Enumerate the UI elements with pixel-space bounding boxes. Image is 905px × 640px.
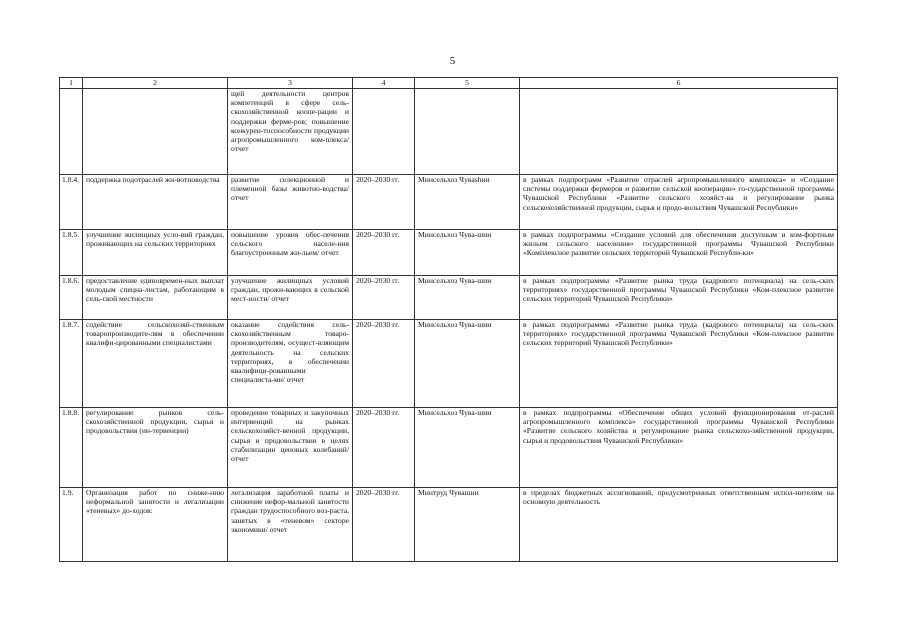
result-cell: проведение товарных и закупочных интервенций на рынках сельскохозяйст-венной продукции, сырья и продовольствия в целях стабилизации ценовых колебаний/ отчет (228, 408, 353, 488)
table-row (60, 276, 838, 320)
task-cell: содействие сельскохозяй-ственным товаропроизводите-лям в обеспечении квалифи-цированными специалистами (83, 320, 228, 408)
task-cell: улучшение жилищных усло-вий граждан, проживающих на сельских территориях (83, 230, 228, 276)
column-number-row (60, 78, 838, 89)
executor-cell: Минсельхоз Чува-шии (415, 230, 520, 276)
period-cell: 2020–2030 гг. (353, 488, 415, 562)
column-number: 4 (353, 78, 415, 89)
column-number: 3 (228, 78, 353, 89)
period-cell: 2020–2030 гг. (353, 408, 415, 488)
item-number: 1.8.6. (60, 276, 83, 320)
note-cell: в рамках подпрограммы «Создание условий для обеспечения доступным и ком-фортным жильем сельского населения» государственной программы Чувашской Республики «Комплексное развитие сельских территорий Чувашской Республи-ки» (520, 230, 838, 276)
column-number: 2 (83, 78, 228, 89)
column-number: 5 (415, 78, 520, 89)
result-cell: щей деятельности центров компетенций в сфере сель-скохозяйственной коопе-рации и поддержки ферме-ров; повышение конкурен-тоспособности продукции агропромышленного ком-плекса/ отчет (228, 89, 353, 175)
column-number: 1 (60, 78, 83, 89)
task-cell: Организация работ по сниже-нию неформальной занятости и легализации «теневых» до-ходов: (83, 488, 228, 562)
table-row (60, 89, 838, 175)
executor-cell: Минсельхоз Чува-шии (415, 276, 520, 320)
result-cell: легализация заработной платы и снижение нефор-мальной занятости граждан трудоспособного воз-раста, занятых в «теневом» секторе экономики/ отчет (228, 488, 353, 562)
note-cell (520, 89, 838, 175)
item-number: 1.9. (60, 488, 83, 562)
item-number: 1.8.7. (60, 320, 83, 408)
table-row (60, 488, 838, 562)
table-row (60, 320, 838, 408)
executor-cell (415, 89, 520, 175)
note-cell: в рамках подпрограмм «Развитие отраслей агропромышленного комплекса» и «Создание системы поддержки фермеров и развитие сельской кооперации» го-сударственной программы Чувашской Республики «Развитие сельского хозяйст-ва и регулирование рынка сельскохозяйственной продукции, сырья и продо-вольствия Чувашской Республики» (520, 175, 838, 230)
item-number: 1.8.8. (60, 408, 83, 488)
task-cell: поддержка подотраслей жи-вотноводства (83, 175, 228, 230)
table-row (60, 408, 838, 488)
column-number: 6 (520, 78, 838, 89)
period-cell (353, 89, 415, 175)
note-cell: в рамках подпрограммы «Развитие рынка труда (кадрового потенциала) на сель-ских территориях» государственной программы Чувашской Республики «Ком-плексное развитие сельских территорий Чувашской Республики» (520, 320, 838, 408)
executor-cell: Минсельхоз Чува-шии (415, 320, 520, 408)
task-cell (83, 89, 228, 175)
note-cell: в пределах бюджетных ассигнований, предусмотренных ответственным испол-нителям на основную деятельность (520, 488, 838, 562)
measures-table (59, 77, 838, 562)
result-cell: развитие селекционной и племенной базы животно-водства/ отчет (228, 175, 353, 230)
item-number: 1.8.4. (60, 175, 83, 230)
executor-cell: Минсельхоз Чуваshии (415, 175, 520, 230)
item-number (60, 89, 83, 175)
page-number: 5 (449, 55, 456, 67)
table-row (60, 230, 838, 276)
period-cell: 2020–2030 гг. (353, 175, 415, 230)
period-cell: 2020–2030 гг. (353, 230, 415, 276)
result-cell: улучшение жилищных условий граждан, прожи-вающих в сельской мест-ности/ отчет (228, 276, 353, 320)
executor-cell: Минсельхоз Чува-шии (415, 408, 520, 488)
result-cell: повышение уровня обес-печения сельского населе-ния благоустроенным жи-льем/ отчет (228, 230, 353, 276)
task-cell: регулирование рынков сель-скохозяйственной продукции, сырья и продовольствия (ин-тервенции) (83, 408, 228, 488)
task-cell: предоставление единовремен-ных выплат молодым специа-листам, работающим в сель-ской местности (83, 276, 228, 320)
period-cell: 2020–2030 гг. (353, 276, 415, 320)
note-cell: в рамках подпрограммы «Развитие рынка труда (кадрового потенциала) на сель-ских территориях» государственной программы Чувашской Республики «Ком-плексное развитие сельских территорий Чувашской Республики» (520, 276, 838, 320)
executor-cell: Минтруд Чувашии (415, 488, 520, 562)
item-number: 1.8.5. (60, 230, 83, 276)
period-cell: 2020–2030 гг. (353, 320, 415, 408)
table-row (60, 175, 838, 230)
note-cell: в рамках подпрограммы «Обеспечение общих условий функционирования от-раслей агропромышленного комплекса» государственной программы Чувашской Республики «Развитие сельского хозяйства и регулирование рынка сельскохо-зяйственной продукции, сырья и продовольствия Чувашской Республики» (520, 408, 838, 488)
result-cell: оказание содействия сель-скохозяйственным товаро-производителям, осущест-вляющим деятельность на сельских территориях, в обеспечении квалифици-рованными специалиста-ми/ отчет (228, 320, 353, 408)
